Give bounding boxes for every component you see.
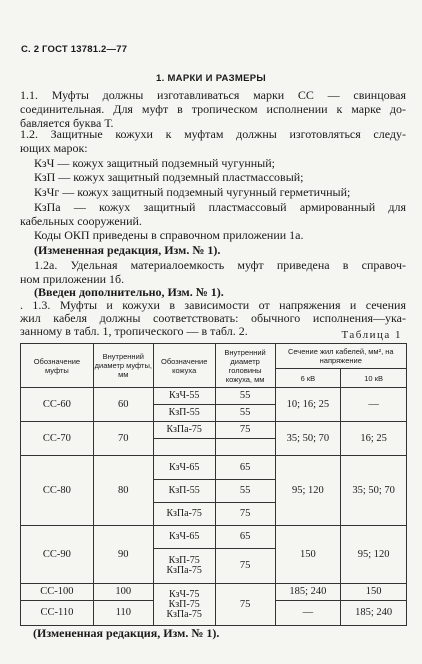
text-line: соединительная. Для муфт в тропическом исполнении к марке до- bbox=[20, 102, 406, 116]
amendment-note: (Введен дополнительно, Изм. № 1). bbox=[34, 285, 224, 299]
table-cell: 100 bbox=[93, 584, 153, 601]
table-cell: 35; 50; 70 bbox=[341, 456, 407, 526]
text-line: 1.2а. Удельная материалоемкость муфт приведена в справоч- bbox=[34, 258, 406, 272]
table-cell: КзПа-75 bbox=[153, 422, 215, 439]
table-cell bbox=[153, 549, 215, 584]
table-cell: 185; 240 bbox=[275, 584, 341, 601]
header-cell: 6 кВ bbox=[275, 369, 341, 388]
page-header: С. 2 ГОСТ 13781.2—77 bbox=[21, 44, 128, 55]
text-line: Коды ОКП приведены в справочном приложении 1а. bbox=[34, 228, 304, 242]
table-cell: СС-100 bbox=[21, 584, 94, 601]
text-line: бавляется буква Т. bbox=[20, 116, 114, 130]
text-line: кабельных сооружений. bbox=[20, 214, 142, 228]
table-cell: КзП-55 bbox=[153, 480, 215, 503]
table-cell: 16; 25 bbox=[341, 422, 407, 456]
table-cell: КзЧ-65 bbox=[153, 526, 215, 549]
amendment-note: (Измененная редакция, Изм. № 1). bbox=[33, 626, 220, 640]
section-title: 1. МАРКИ И РАЗМЕРЫ bbox=[155, 73, 266, 84]
table-cell: 95; 120 bbox=[341, 526, 407, 584]
table-cell: КзП-55 bbox=[153, 405, 215, 422]
table-cell: 75 bbox=[215, 503, 275, 526]
table-cell: 70 bbox=[93, 422, 153, 456]
table-cell: 65 bbox=[215, 526, 275, 549]
table-cell bbox=[153, 584, 215, 626]
cover-mark: КзПа-75 bbox=[166, 565, 202, 576]
table-cell bbox=[153, 439, 215, 456]
text-line: ющих марок: bbox=[20, 141, 88, 155]
table-cell: КзЧ-55 bbox=[153, 388, 215, 405]
table-cell: 75 bbox=[215, 549, 275, 584]
table-cell: 35; 50; 70 bbox=[275, 422, 341, 456]
table-cell: СС-60 bbox=[21, 388, 94, 422]
table-cell: СС-110 bbox=[21, 601, 94, 626]
table-cell: 185; 240 bbox=[341, 601, 407, 626]
cover-mark: КзП-75 bbox=[168, 598, 200, 610]
text-line: 1.1. Муфты должны изготавливаться марки СС — свинцовая bbox=[20, 88, 406, 102]
table-cell: 10; 16; 25 bbox=[275, 388, 341, 422]
table-cell: 55 bbox=[215, 480, 275, 503]
header-cell: Внутренний диаметр головины кожуха, мм bbox=[215, 344, 275, 388]
table-cell: СС-80 bbox=[21, 456, 94, 526]
table-cell: 55 bbox=[215, 388, 275, 405]
table-cell: — bbox=[341, 388, 407, 422]
text-line: КзЧг — кожух защитный подземный чугунный герметичный; bbox=[34, 185, 351, 199]
table-cell: СС-90 bbox=[21, 526, 94, 584]
table-cell: СС-70 bbox=[21, 422, 94, 456]
table-caption: Таблица 1 bbox=[341, 329, 402, 341]
text-line: КзЧ — кожух защитный подземный чугунный; bbox=[34, 156, 275, 170]
header-cell: Сечение жил кабелей, мм², на напряжение bbox=[275, 344, 406, 369]
text-line: 1.2. Защитные кожухи к муфтам должны изготовляться следу- bbox=[20, 127, 406, 141]
text-line: занному в табл. 1, тропического — в табл. 2. bbox=[20, 324, 248, 338]
table-cell: 150 bbox=[275, 526, 341, 584]
table-cell: 75 bbox=[215, 584, 275, 626]
table-cell: 80 bbox=[93, 456, 153, 526]
dimensions-table bbox=[20, 343, 407, 626]
table-cell: 65 bbox=[215, 456, 275, 480]
text-line: . 1.3. Муфты и кожухи в зависимости от напряжения и сечения bbox=[20, 298, 406, 312]
table-cell: — bbox=[275, 601, 341, 626]
text-line: жил кабеля должны соответствовать: обычного исполнения—ука- bbox=[20, 311, 406, 325]
amendment-note: (Измененная редакция, Изм. № 1). bbox=[34, 243, 221, 257]
text-line: КзПа — кожух защитный пластмассовый армированный для bbox=[34, 200, 406, 214]
table-cell: КзПа-75 bbox=[153, 503, 215, 526]
table-cell bbox=[215, 439, 275, 456]
text-line: КзП — кожух защитный подземный пластмассовый; bbox=[34, 170, 304, 184]
table-cell: 60 bbox=[93, 388, 153, 422]
table-cell: 110 bbox=[93, 601, 153, 626]
table-cell: 150 bbox=[341, 584, 407, 601]
text-line: ном приложении 1б. bbox=[20, 272, 125, 286]
table-cell: КзЧ-65 bbox=[153, 456, 215, 480]
cover-mark: КзЧ-75 bbox=[169, 588, 200, 600]
table-cell: 95; 120 bbox=[275, 456, 341, 526]
header-cell: 10 кВ bbox=[341, 369, 407, 388]
header-cell: Внутренний диаметр муфты, мм bbox=[93, 344, 153, 388]
header-cell: Обозначение муфты bbox=[21, 344, 94, 388]
table-cell: 75 bbox=[215, 422, 275, 439]
cover-mark: КзПа-75 bbox=[166, 608, 202, 620]
table-cell: 90 bbox=[93, 526, 153, 584]
cover-mark: КзП-75 bbox=[168, 555, 200, 566]
header-cell: Обозначение кожуха bbox=[153, 344, 215, 388]
table-cell: 55 bbox=[215, 405, 275, 422]
